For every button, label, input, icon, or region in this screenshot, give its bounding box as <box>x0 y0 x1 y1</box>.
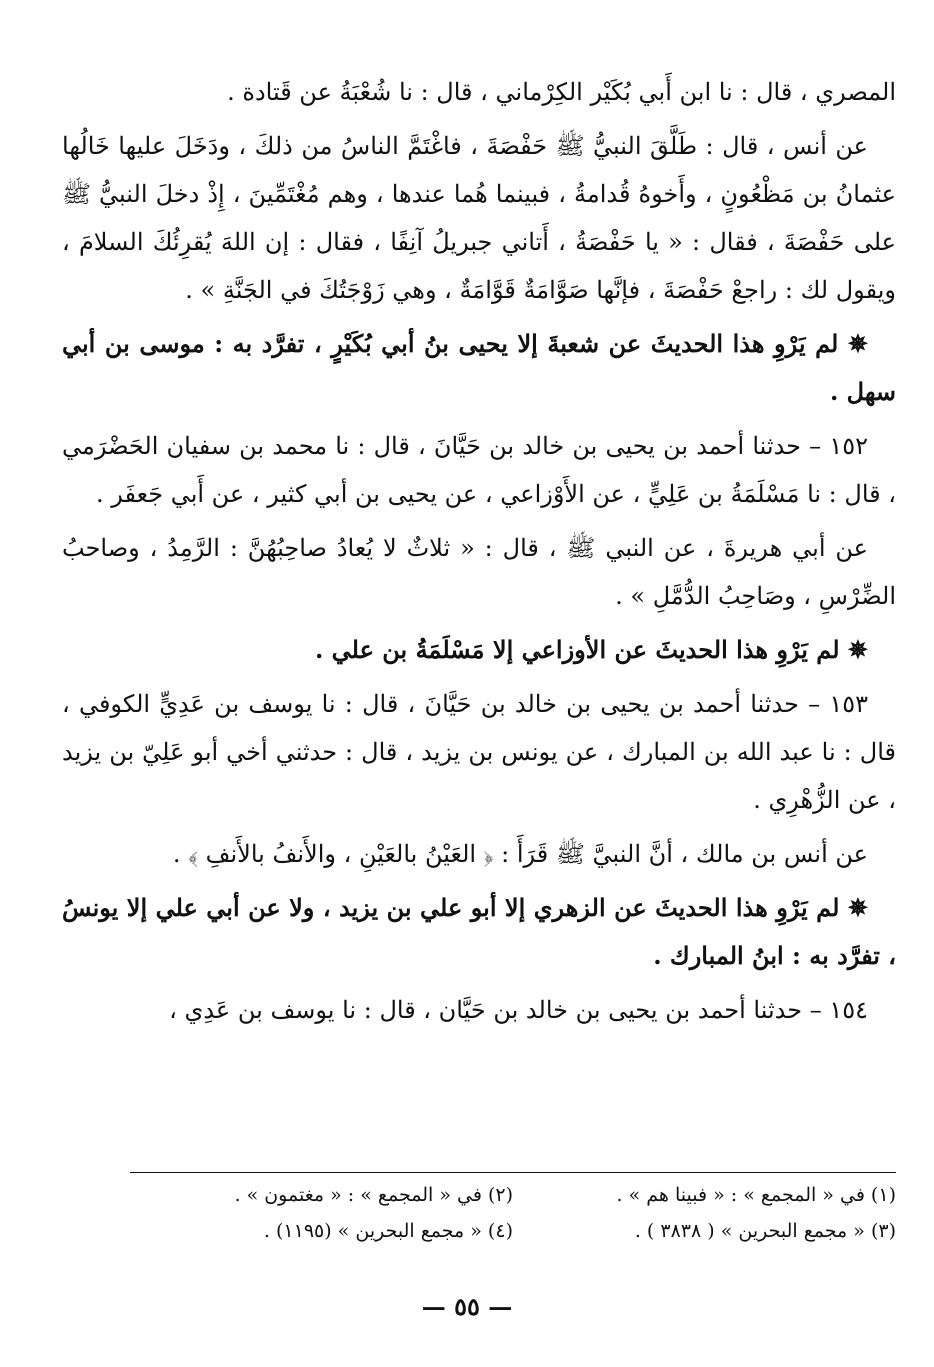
commentary-note-3: ✵ لم يَرْوِ هذا الحديثَ عن الزهري إلا أبو علي بن يزيد ، ولا عن أبي علي إلا يونسُ ، تفرَّد به : ابنُ المبارك . <box>62 893 896 970</box>
page-number: — ٥٥ — <box>421 1292 513 1321</box>
hadith-chain-153: ١٥٣ – حدثنا أحمد بن يحيى بن خالد بن حَيَّانَ ، قال : نا يوسف بن عَدِيٍّ الكوفي ، قال : نا عبد الله بن المبارك ، عن يونس بن يزيد ، قال : حدثني أخي أبو عَلِيّ بن يزيد ، عن الزُّهْرِي . <box>62 690 896 814</box>
footnote-row <box>130 1213 896 1249</box>
hadith-text-153: عن أنس بن مالك ، أنَّ النبيَّ ﷺ قَرَأَ : ﴿ العَيْنُ بالعَيْنِ ، والأَنفُ بالأَنفِ ﴾ . <box>172 840 868 868</box>
footnote-row <box>130 1177 896 1213</box>
page-body <box>62 68 896 1040</box>
footnote-1: (١) في « المجمع » : « فبينا هم » . <box>616 1184 896 1206</box>
hadith-chain-152: ١٥٢ – حدثنا أحمد بن يحيى بن خالد بن حَيَّانَ ، قال : نا محمد بن سفيان الحَضْرَمي ، قال : نا مَسْلَمَةُ بن عَلِيٍّ ، عن الأَوْزاعي ، عن يحيى بن أبي كثير ، عن أَبي جَعفَر . <box>62 432 896 508</box>
footnote-2: (٢) في « المجمع » : « مغتمون » . <box>234 1184 513 1206</box>
hadith-chain-154: ١٥٤ – حدثنا أحمد بن يحيى بن خالد بن حَيَّان ، قال : نا يوسف بن عَدِي ، <box>169 996 868 1024</box>
footnote-4: (٤) « مجمع البحرين » (١١٩٥) . <box>263 1220 513 1242</box>
commentary-note-1: ✵ لم يَرْوِ هذا الحديثَ عن شعبةَ إلا يحيى بنُ أبي بُكَيْرٍ ، تفرَّد به : موسى بن أبي سهل . <box>62 329 896 406</box>
hadith-text-151: عن أنس ، قال : طَلَّقَ النبيُّ ﷺ حَفْصَةَ ، فاغْتَمَّ الناسُ من ذلكَ ، ودَخَلَ عليها خَالُها عثمانُ بن مَظْعُونٍ ، وأَخوهُ قُدامةُ ، فبينما هُما عندها ، وهم مُغْتَمِّينَ ، إِذْ دخلَ النبيُّ ﷺ على حَفْصَةَ ، فقال : « يا حَفْصَةُ ، أَتاني جبريلُ آنِفًا ، فقال : إن اللهَ يُقرِئُكَ السلامَ ، ويقول لك : راجعْ حَفْصَةَ ، فإنَّها صَوَّامَةٌ قَوَّامَةٌ ، وهي زَوْجَتُكَ في الجَنَّةِ » . <box>62 132 896 304</box>
commentary-note-2: ✵ لم يَرْوِ هذا الحديثَ عن الأوزاعي إلا مَسْلَمَةُ بن علي . <box>314 635 868 664</box>
footnote-3: (٣) « مجمع البحرين » ( ٣٨٣٨ ) . <box>634 1220 896 1242</box>
paragraph-continuation: المصري ، قال : نا ابن أَبي بُكَيْر الكِرْماني ، قال : نا شُعْبَةُ عن قَتادة . <box>227 78 896 106</box>
footnotes-section <box>130 1172 896 1249</box>
hadith-text-152: عن أبي هريرةَ ، عن النبي ﷺ ، قال : « ثلاثٌ لا يُعادُ صاحِبُهُنَّ : الرَّمِدُ ، وصاحبُ الضِّرْسِ ، وصَاحِبُ الدُّمَّلِ » . <box>62 534 896 610</box>
